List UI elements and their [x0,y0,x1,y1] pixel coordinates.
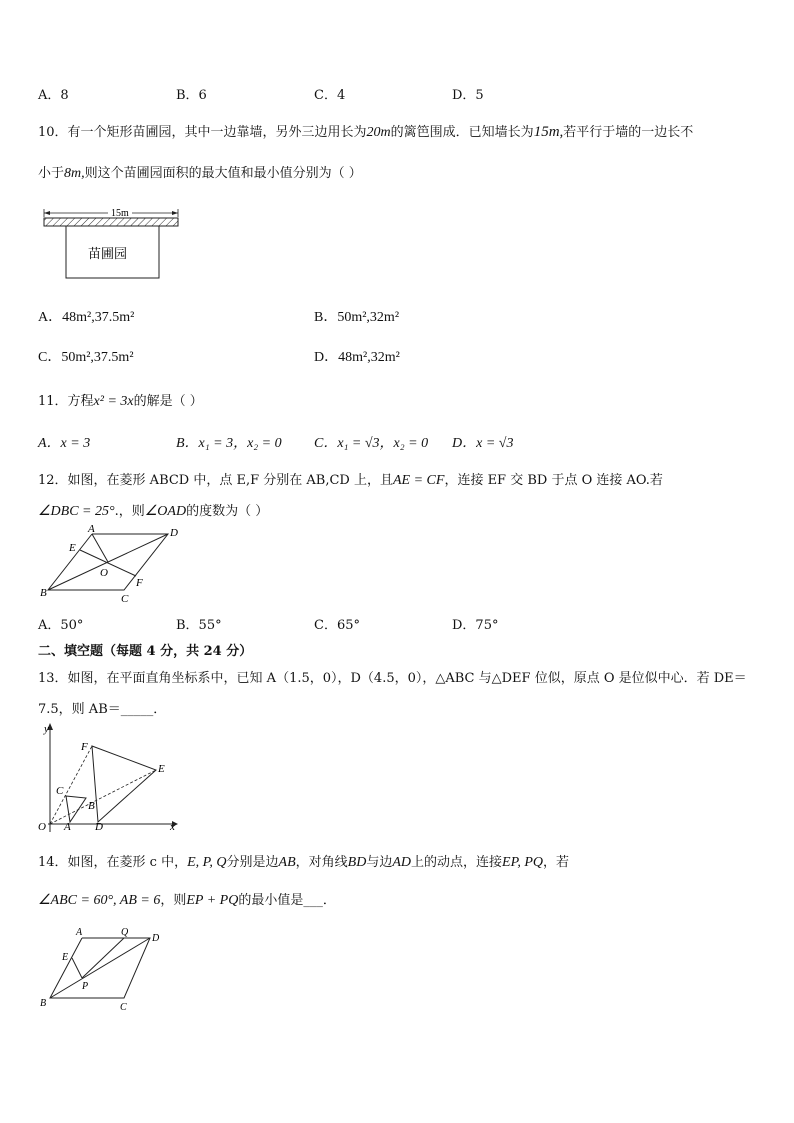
q14-stem-line2: ∠ABC = 60°, AB = 6，则EP + PQ的最小值是___． [38,893,336,908]
q10-stem-line2: 小于8m,则这个苗圃园面积的最大值和最小值分别为（ ） [38,166,362,181]
svg-text:Q: Q [121,927,129,938]
q10-option-a: A．48m²,37.5m² [38,310,135,325]
svg-text:C: C [121,593,129,605]
arrow-right-icon [172,211,178,215]
svg-text:E: E [62,952,69,963]
svg-text:O: O [100,567,108,579]
q11-option-a: A．x = 3 [38,436,91,451]
svg-text:B: B [40,998,47,1009]
svg-text:P: P [82,981,89,992]
svg-text:B: B [88,800,95,812]
svg-text:O: O [38,821,46,833]
segment-ao [92,534,108,562]
svg-text:A: A [76,927,83,938]
svg-text:F: F [81,741,88,753]
svg-text:x: x [170,821,175,833]
wall-length-label: 15m [111,208,129,219]
svg-text:D: D [170,527,178,539]
q13-figure-coordinate [36,720,186,834]
q11-stem: 11．方程x² = 3x的解是（ ） [38,394,203,409]
svg-text:B: B [40,587,47,599]
q12-option-b: B．55° [176,618,222,633]
q9-option-b: B．6 [176,88,207,103]
arrow-left-icon [44,211,50,215]
q12-option-a: A．50° [38,618,84,633]
q13-stem-line2: 7.5，则 AB＝_____． [38,702,167,717]
q12-option-c: C．65° [314,618,360,633]
svg-text:D: D [152,933,160,944]
svg-text:A: A [88,523,95,535]
q11-option-c: C．x₁ = √3，x₂ = 0 [314,436,429,451]
q14-stem-line1: 14．如图，在菱形 c 中，E, P, Q分别是边AB，对角线BD与边AD上的动点，连接EP, PQ，若 [38,855,570,870]
svg-text:E: E [69,542,76,554]
q9-option-a: A．8 [38,88,69,103]
diagonal-bd [50,938,150,998]
q14-figure-rhombus [36,926,176,1014]
svg-text:A: A [64,821,71,833]
garden-label: 苗圃园 [88,246,128,261]
segment-pq [82,938,124,978]
svg-text:C: C [120,1002,127,1013]
q11-option-d: D．x = √3 [452,436,514,451]
q10-option-c: C．50m²,37.5m² [38,350,134,365]
triangle-abc [66,796,86,822]
segment-ef [80,550,136,576]
q12-option-d: D．75° [452,618,499,633]
svg-text:D: D [95,821,103,833]
q10-option-b: B．50m²,32m² [314,310,400,325]
q12-figure-rhombus [38,524,188,606]
svg-text:F: F [136,577,143,589]
svg-text:y: y [44,723,49,735]
q11-option-b: B．x₁ = 3，x₂ = 0 [176,436,282,451]
q10-stem-line1: 10．有一个矩形苗圃园，其中一边靠墙，另外三边用长为20m的篱笆围成．已知墙长为15m,若平行于墙的一边长不 [38,124,694,140]
q9-option-d: D．5 [452,88,484,103]
q13-stem-line1: 13．如图，在平面直角坐标系中，已知 A（1.5，0），D（4.5，0），△ABC 与△DEF 位似，原点 O 是位似中心．若 DE＝ [38,671,747,686]
q12-stem-line2: ∠DBC = 25°.，则∠OAD的度数为（ ） [38,504,269,519]
q12-stem-line1: 12．如图，在菱形 ABCD 中，点 E,F 分别在 AB,CD 上，且AE = CF，连接 EF 交 BD 于点 O 连接 AO.若 [38,473,663,488]
q10-option-d: D．48m²,32m² [314,350,400,365]
svg-text:E: E [158,763,165,775]
section-title: 二、填空题（每题 4 分，共 24 分） [38,644,253,659]
segment-ep [72,958,82,978]
q9-option-c: C．4 [314,88,346,103]
q10-figure-garden [38,205,188,285]
svg-text:C: C [56,785,64,797]
wall-hatch [44,218,178,226]
triangle-def [92,746,156,822]
